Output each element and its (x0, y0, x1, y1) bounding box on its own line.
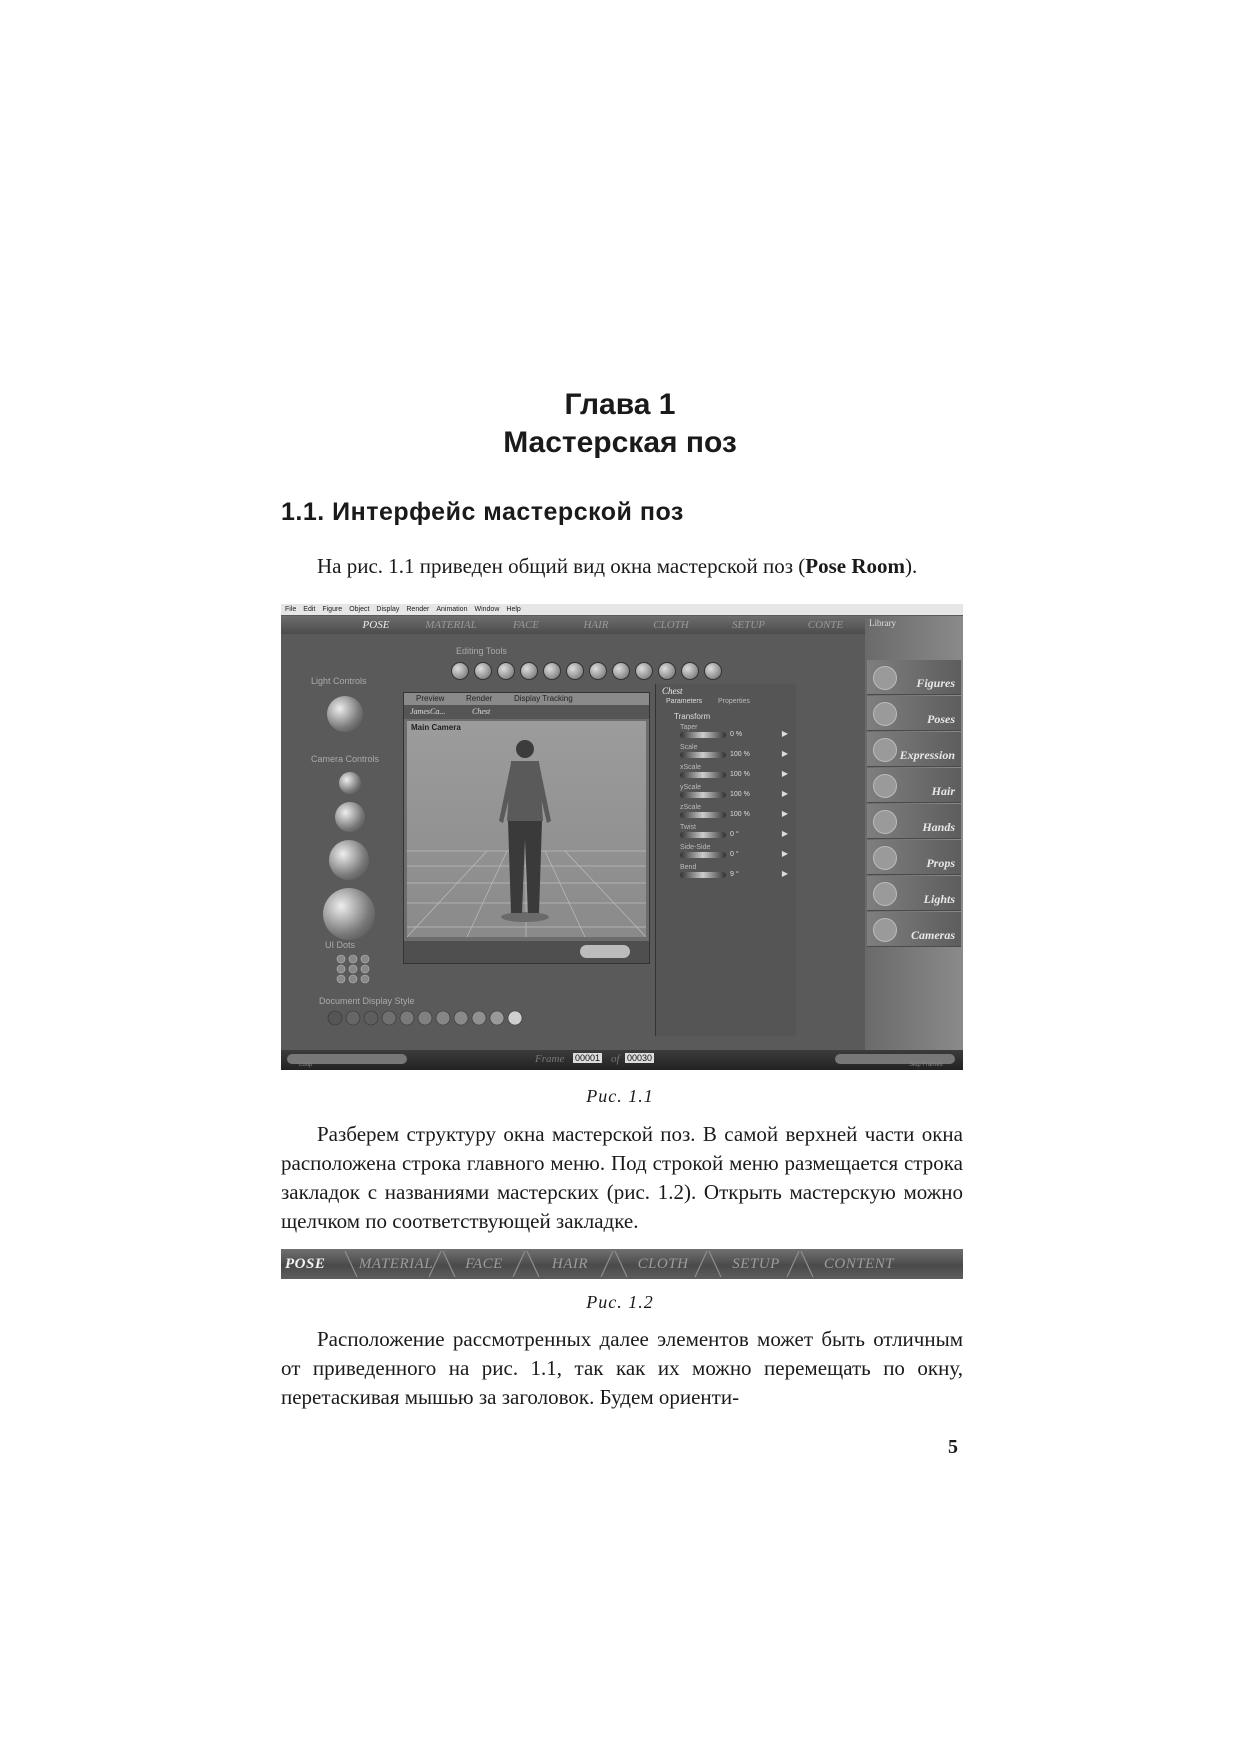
current-frame-field[interactable]: 00001 (575, 1053, 601, 1063)
ui-dots-grid[interactable] (335, 954, 371, 984)
library-item-hair[interactable]: Hair (867, 768, 961, 803)
library-item-figures[interactable]: Figures (867, 660, 961, 695)
chapter-title: Мастерская поз (503, 426, 737, 459)
figure-pose-room-screenshot (281, 604, 963, 1070)
of-label: of (611, 1053, 620, 1065)
menu-window[interactable]: Window (474, 606, 500, 613)
intro-text: На рис. 1.1 приведен общий вид окна мастерской поз ( (317, 554, 806, 578)
light-controls-label: Light Controls (311, 676, 367, 686)
tab-properties[interactable]: Properties (718, 698, 750, 705)
figures-icon (873, 666, 897, 690)
scene-viewport[interactable] (407, 721, 646, 937)
ui-dots-icon (335, 954, 371, 984)
tab-display-tracking[interactable]: Display Tracking (514, 694, 573, 703)
tool-rotate-icon[interactable] (451, 662, 469, 680)
tool-color-icon[interactable] (612, 662, 630, 680)
menu-display[interactable]: Display (376, 606, 400, 613)
part-select[interactable]: Chest (472, 707, 491, 716)
menu-edit[interactable]: Edit (303, 606, 316, 613)
param-row[interactable]: yScale 100 % ▶ (680, 784, 788, 798)
page-number: 5 (948, 1436, 958, 1458)
strip-tab-content: CONTENT (823, 1256, 895, 1272)
strip-tab-cloth: CLOTH (637, 1256, 689, 1272)
menu-animation[interactable]: Animation (436, 606, 468, 613)
strip-tab-material: MATERIAL (358, 1256, 434, 1272)
tab-pose[interactable]: POSE (362, 619, 390, 631)
tab-parameters[interactable]: Parameters (666, 698, 703, 705)
tab-hair[interactable]: HAIR (583, 619, 609, 631)
loop-label: Loop (299, 1062, 313, 1068)
intro-paragraph (281, 552, 963, 581)
library-item-expression[interactable]: Expression (867, 732, 961, 767)
hair-icon (873, 774, 897, 798)
tab-preview[interactable]: Preview (416, 694, 445, 703)
param-row[interactable]: Bend 9 ° ▶ (680, 864, 788, 878)
param-row[interactable]: Side-Side 0 ° ▶ (680, 844, 788, 858)
tool-view-magnifier-icon[interactable] (658, 662, 676, 680)
tab-content[interactable]: CONTE (807, 619, 844, 631)
frame-label: Frame (535, 1053, 565, 1065)
param-row[interactable]: Taper 0 % ▶ (680, 724, 788, 738)
tool-scale-icon[interactable] (543, 662, 561, 680)
main-menu-bar (281, 604, 963, 615)
figure-select[interactable]: JamesCa... (410, 707, 446, 716)
skip-frames-label: Skip Frames (909, 1062, 943, 1068)
library-item-poses[interactable]: Poses (867, 696, 961, 731)
strip-tab-pose: POSE (285, 1256, 326, 1272)
animation-controls-bar (281, 1050, 963, 1070)
camera-trackball-icon[interactable] (323, 888, 375, 940)
light-controls-sphere[interactable] (327, 696, 363, 732)
tool-direct-manipulation-icon[interactable] (704, 662, 722, 680)
menu-help[interactable]: Help (506, 606, 521, 613)
document-preview-window (403, 692, 650, 964)
strip-tab-setup: SETUP (732, 1256, 780, 1272)
tab-face[interactable]: FACE (512, 619, 540, 631)
menu-file[interactable]: File (285, 606, 297, 613)
strip-tab-face: FACE (465, 1256, 503, 1272)
library-item-props[interactable]: Props (867, 840, 961, 875)
menu-render[interactable]: Render (406, 606, 430, 613)
strip-tab-hair: HAIR (551, 1256, 589, 1272)
camera-move-icon[interactable] (329, 840, 369, 880)
room-tab-bar (281, 616, 865, 634)
library-item-cameras[interactable]: Cameras (867, 912, 961, 947)
param-row[interactable]: zScale 100 % ▶ (680, 804, 788, 818)
tab-separators (281, 1249, 963, 1279)
editing-tools-label: Editing Tools (456, 646, 507, 656)
camera-face-icon[interactable] (335, 802, 365, 832)
tool-morphing-icon[interactable] (681, 662, 699, 680)
tool-chain-break-icon[interactable] (589, 662, 607, 680)
tab-render[interactable]: Render (466, 694, 493, 703)
lights-icon (873, 882, 897, 906)
preview-bottom-bar (404, 941, 649, 963)
figure1-caption: Рис. 1.1 (586, 1086, 654, 1106)
library-item-hands[interactable]: Hands (867, 804, 961, 839)
param-row[interactable]: Twist 0 ° ▶ (680, 824, 788, 838)
parameters-panel (655, 684, 796, 1036)
cameras-icon (873, 918, 897, 942)
tab-setup[interactable]: SETUP (732, 619, 765, 631)
library-palette (865, 616, 963, 1050)
expression-icon (873, 738, 897, 762)
parameters-part-name: Chest (662, 686, 683, 696)
hands-icon (873, 810, 897, 834)
paragraph-1: Разберем структуру окна мастерской поз. В самой верхней части окна расположена строка главного меню. Под строкой меню размещается строка закладок с названиями мастерских (рис. 1.2). Открыть мастерскую можно щелчком по соответствующей закладке. (281, 1122, 963, 1233)
transform-group-label: Transform (674, 712, 711, 721)
tab-material[interactable]: MATERIAL (425, 619, 477, 631)
chapter-number: Глава 1 (564, 388, 676, 421)
preview-selector-bar (404, 705, 649, 719)
preview-tab-bar (404, 693, 649, 705)
ui-dots-label: UI Dots (325, 940, 356, 950)
total-frames-field[interactable]: 00030 (627, 1053, 653, 1063)
intro-bold: Pose Room (805, 554, 906, 578)
tool-translate-in-out-icon[interactable] (520, 662, 538, 680)
figure-tab-strip (281, 1249, 963, 1279)
tab-cloth[interactable]: CLOTH (653, 619, 689, 631)
section-title: 1.1. Интерфейс мастерской поз (281, 498, 684, 526)
menu-figure[interactable]: Figure (322, 606, 343, 613)
display-style-icons (327, 1009, 527, 1027)
library-item-lights[interactable]: Lights (867, 876, 961, 911)
param-row[interactable]: xScale 100 % ▶ (680, 764, 788, 778)
param-row[interactable]: Scale 100 % ▶ (680, 744, 788, 758)
tool-taper-icon[interactable] (566, 662, 584, 680)
camera-head-icon[interactable] (339, 772, 361, 794)
figure-and-ground-grid (407, 721, 646, 937)
main-camera-label: Main Camera (411, 723, 461, 732)
tool-translate-icon[interactable] (497, 662, 515, 680)
camera-controls-label: Camera Controls (311, 754, 380, 764)
poses-icon (873, 702, 897, 726)
document-display-style-buttons[interactable] (327, 1009, 527, 1027)
preview-style-buttons[interactable] (580, 945, 630, 958)
paragraph-2: Расположение рассмотренных далее элементов может быть отличным от приведенного на рис. 1.1, так как их можно перемещать по окну, перетаскивая мышью за заголовок. Будем ориенти- (281, 1327, 963, 1409)
tool-twist-icon[interactable] (474, 662, 492, 680)
library-title: Library (869, 618, 896, 628)
props-icon (873, 846, 897, 870)
tool-grouping-icon[interactable] (635, 662, 653, 680)
intro-text-end: ). (905, 554, 918, 578)
figure2-caption: Рис. 1.2 (586, 1292, 654, 1312)
menu-object[interactable]: Object (349, 606, 370, 613)
document-display-label: Document Display Style (319, 996, 415, 1006)
